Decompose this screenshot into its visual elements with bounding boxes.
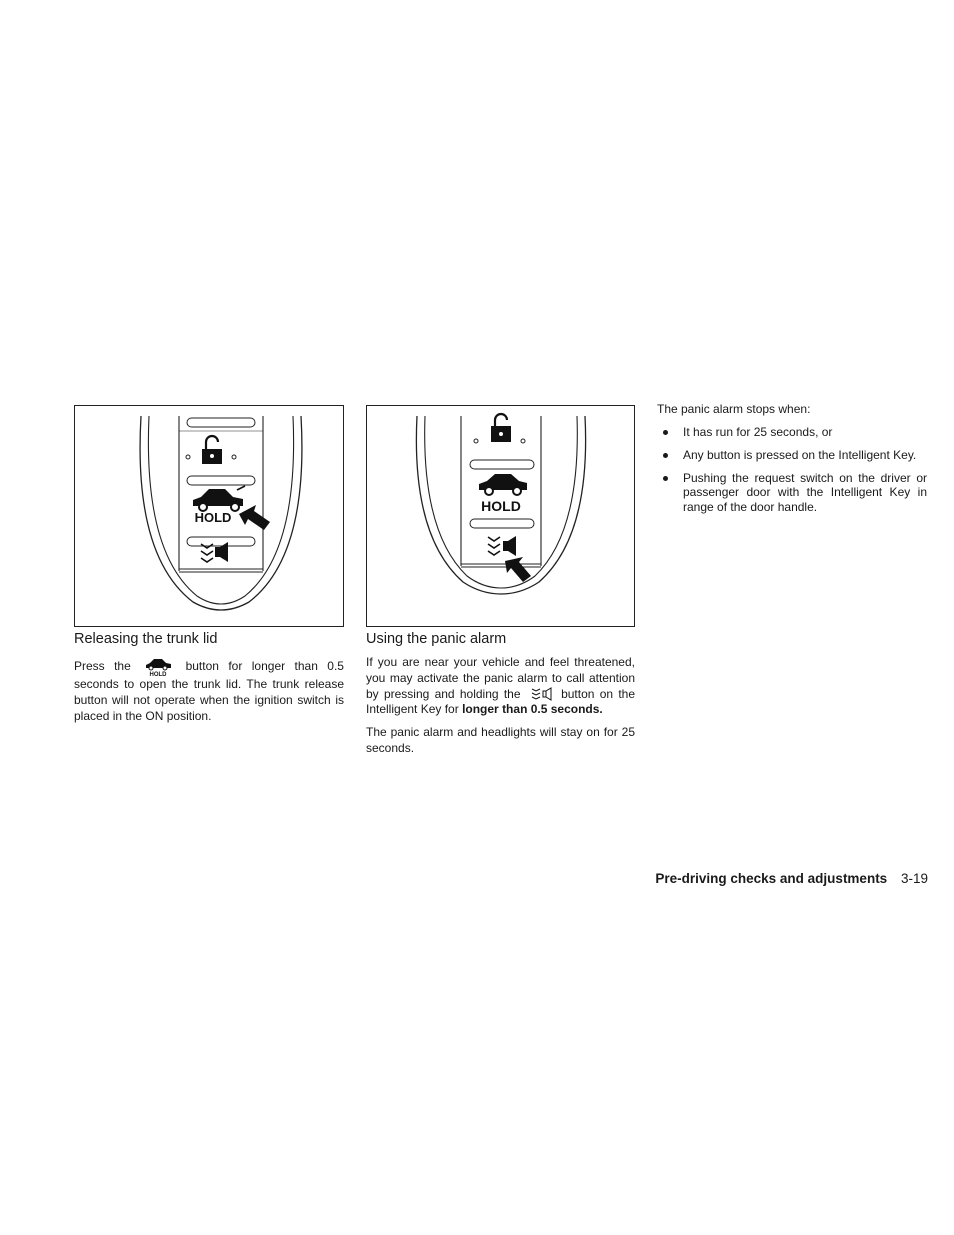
svg-text:HOLD: HOLD	[149, 672, 167, 677]
key-fob-panic-illustration	[367, 406, 634, 626]
fig-hold-label: HOLD	[481, 498, 521, 514]
trunk-heading: Releasing the trunk lid	[74, 631, 218, 647]
bullet-icon	[663, 476, 668, 481]
panic-stops-intro: The panic alarm stops when:	[657, 402, 811, 416]
list-item: It has run for 25 seconds, or	[657, 425, 927, 440]
section-title: Pre-driving checks and adjustments	[655, 871, 888, 886]
trunk-paragraph: Press the HOLD button for longer than 0.5 seconds to open the trunk lid. The trunk release button will not operate when the ignition switch is placed in the ON position.	[74, 657, 344, 724]
car-trunk-icon	[479, 474, 527, 495]
panic-paragraph-1: If you are near your vehicle and feel threatened, you may activate the panic alarm to call attention by pressing and holding the button on the Intelligent Key for longer than 0.5 seconds.	[366, 655, 636, 717]
panic-paragraph-2: The panic alarm and headlights will stay on for 25 seconds.	[366, 725, 635, 755]
panic-stops-list	[657, 425, 927, 523]
panic-horn-icon	[201, 542, 228, 562]
press-arrow-icon	[505, 557, 531, 582]
list-item: Any button is pressed on the Intelligent Key.	[657, 448, 927, 463]
trunk-release-figure	[74, 405, 344, 627]
page-footer	[655, 871, 928, 886]
trunk-hold-icon	[144, 657, 172, 677]
fig-hold-label: HOLD	[194, 510, 232, 525]
car-trunk-icon	[193, 486, 245, 511]
bullet-icon	[663, 430, 668, 435]
unlock-icon	[186, 436, 236, 464]
bullet-icon	[663, 453, 668, 458]
unlock-icon	[474, 414, 525, 443]
panic-heading: Using the panic alarm	[366, 631, 507, 647]
panic-alarm-icon	[530, 687, 552, 701]
press-arrow-icon	[239, 505, 270, 530]
page-number: 3-19	[900, 871, 928, 886]
panic-alarm-figure	[366, 405, 635, 627]
key-fob-trunk-illustration	[75, 406, 343, 626]
list-item: Pushing the request switch on the driver or passenger door with the Intelligent Key in range of the door handle.	[657, 471, 927, 515]
panic-horn-icon	[488, 536, 516, 556]
